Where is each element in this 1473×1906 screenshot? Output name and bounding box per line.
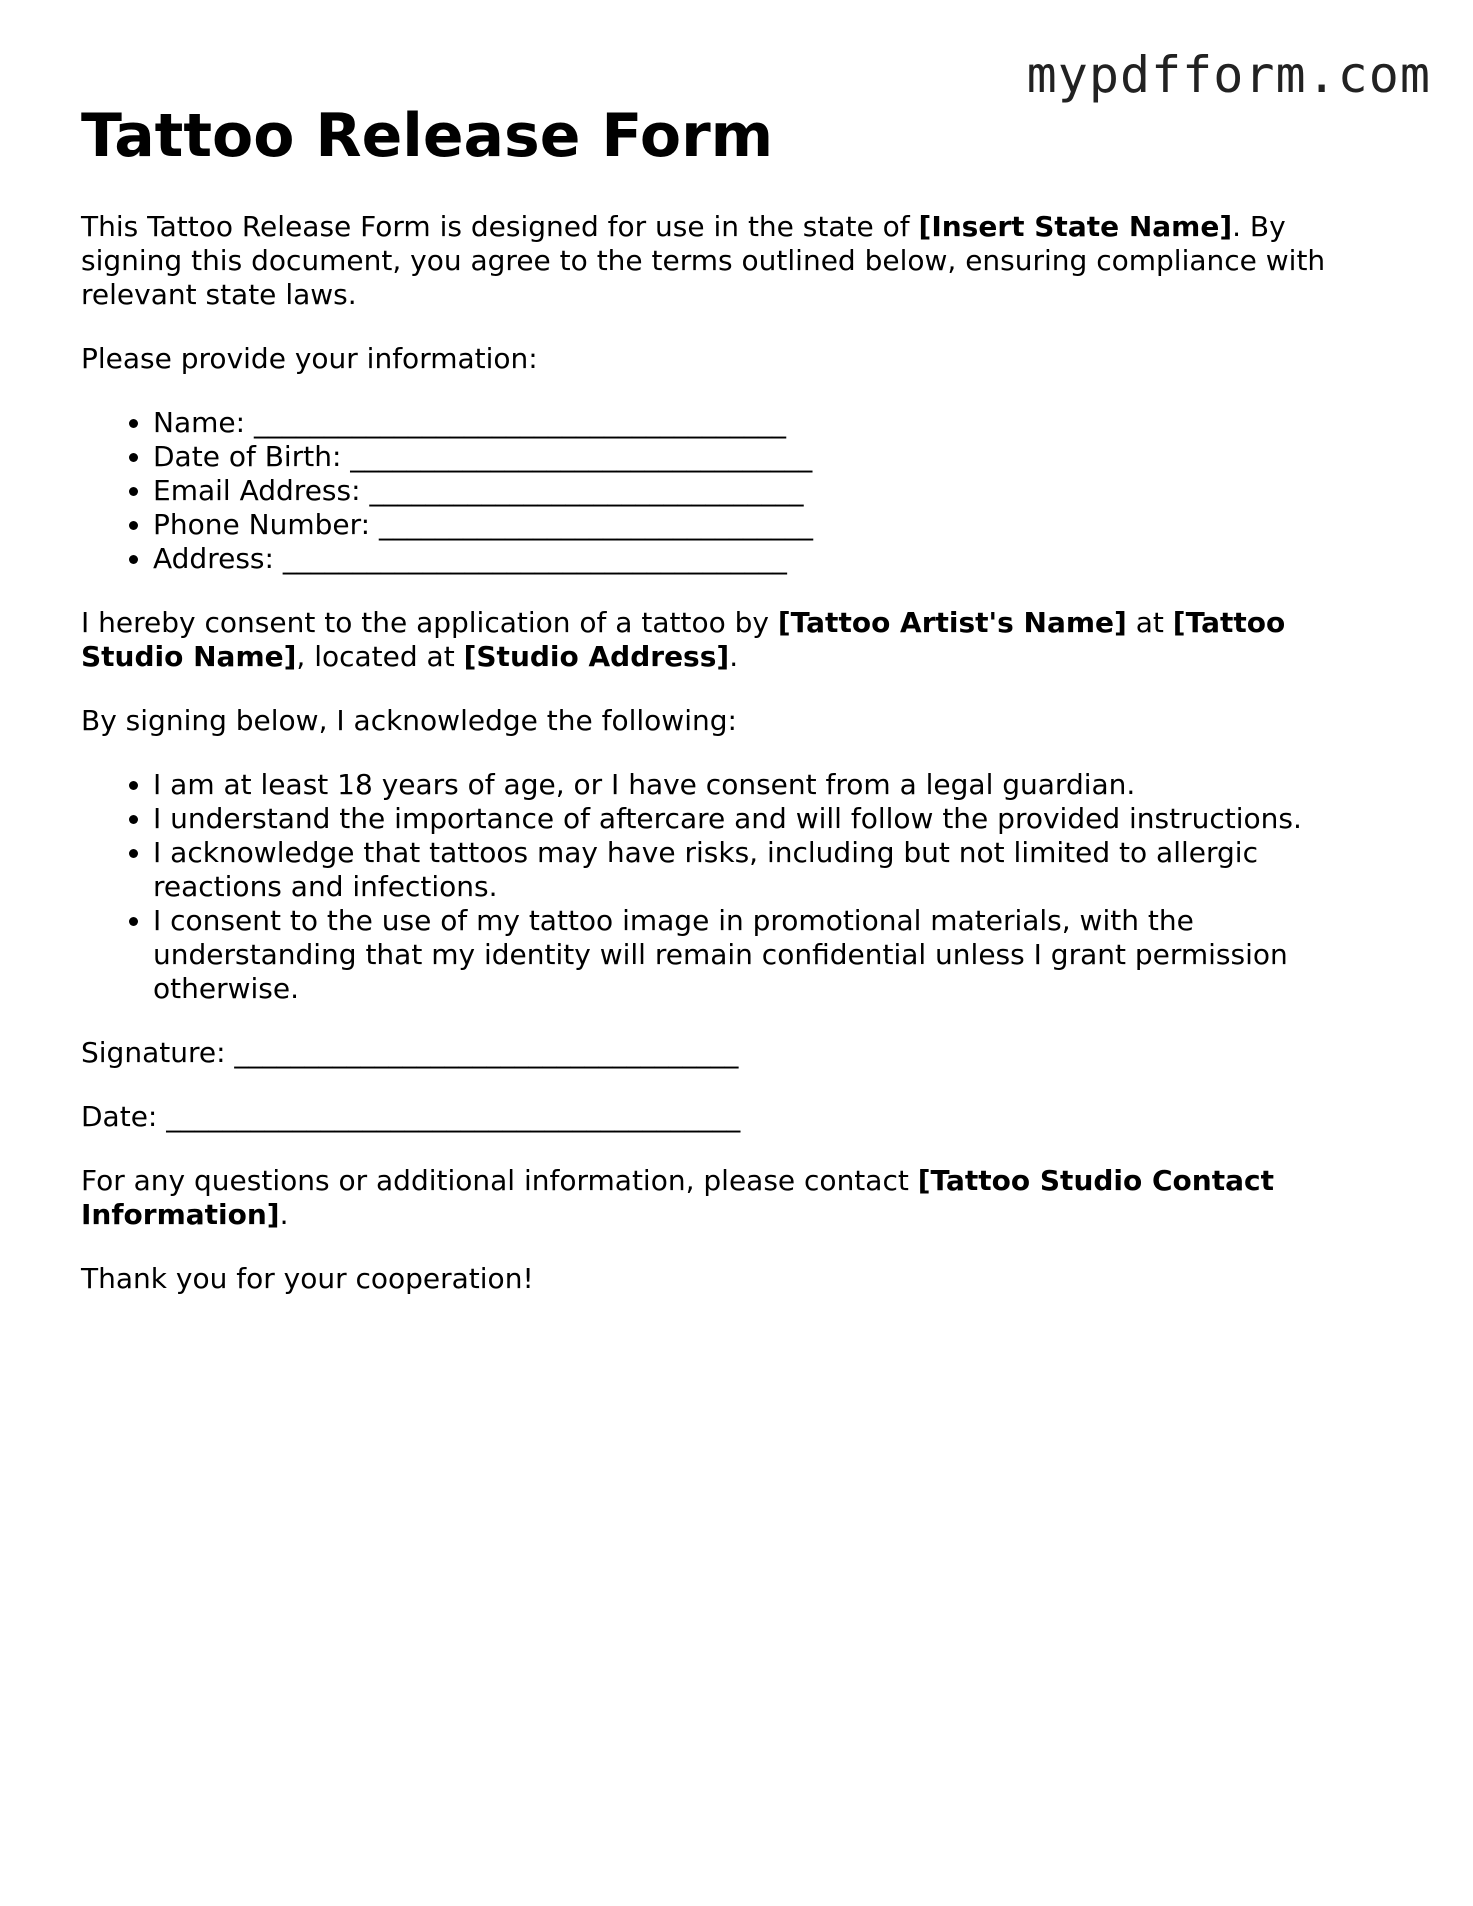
artist-placeholder: [Tattoo Artist's Name] — [777, 606, 1127, 639]
watermark: mypdfform.com — [1026, 46, 1431, 104]
consent-text: I hereby consent to the application of a tattoo by — [81, 606, 778, 639]
contact-text: . — [279, 1198, 289, 1231]
dob-field[interactable] — [153, 440, 1391, 474]
field-label: Name: — [153, 406, 246, 439]
contact-placeholder: [Tattoo Studio Contact Information] — [81, 1164, 1274, 1231]
field-blank[interactable]: _________________________________ — [350, 440, 813, 473]
field-label: Date of Birth: — [153, 440, 342, 473]
date-blank[interactable]: _________________________________________ — [166, 1100, 741, 1133]
consent-paragraph — [81, 606, 1391, 674]
ack-list — [81, 768, 1391, 1006]
field-blank[interactable]: _______________________________ — [369, 474, 804, 507]
field-blank[interactable]: _______________________________ — [378, 508, 813, 541]
email-field[interactable] — [153, 474, 1391, 508]
intro-paragraph — [81, 210, 1391, 312]
ack-item: • I acknowledge that tattoos may have risks, including but not limited to allergic reactions and infections. — [153, 836, 1391, 904]
signature-line[interactable] — [81, 1036, 1391, 1070]
address-field[interactable] — [153, 542, 1391, 576]
field-label: Email Address: — [153, 474, 361, 507]
field-label: Phone Number: — [153, 508, 371, 541]
signature-blank[interactable]: ____________________________________ — [234, 1036, 739, 1069]
consent-text: , located at — [296, 640, 464, 673]
contact-paragraph — [81, 1164, 1391, 1232]
studio-placeholder: [Tattoo Studio Name] — [81, 606, 1286, 673]
intro-text-before: This Tattoo Release Form is designed for use in the state of — [81, 210, 919, 243]
ack-prompt: By signing below, I acknowledge the following: — [81, 704, 737, 737]
info-prompt: Please provide your information: — [81, 342, 538, 375]
date-label: Date: — [81, 1100, 158, 1133]
document-body — [81, 100, 1391, 1326]
info-field-list — [81, 406, 1391, 576]
ack-item: • I am at least 18 years of age, or I have consent from a legal guardian. — [153, 768, 1391, 802]
ack-item: • I understand the importance of aftercare and will follow the provided instructions. — [153, 802, 1391, 836]
phone-field[interactable] — [153, 508, 1391, 542]
studio-address-placeholder: [Studio Address] — [463, 640, 730, 673]
name-field[interactable] — [153, 406, 1391, 440]
thanks-text: Thank you for your cooperation! — [81, 1262, 534, 1295]
state-placeholder: [Insert State Name] — [918, 210, 1233, 243]
page-title: Tattoo Release Form — [81, 101, 774, 171]
ack-item: • I consent to the use of my tattoo image in promotional materials, with the understanding that my identity will remain confidential unless I grant permission otherwise. — [153, 904, 1391, 1006]
field-blank[interactable]: ______________________________________ — [253, 406, 786, 439]
consent-text: . — [729, 640, 739, 673]
intro-text-after: . By signing this document, you agree to the terms outlined below, ensuring compliance with relevant state laws. — [81, 210, 1326, 311]
consent-text: at — [1126, 606, 1173, 639]
date-line[interactable] — [81, 1100, 1391, 1134]
field-blank[interactable]: ____________________________________ — [282, 542, 787, 575]
contact-text: For any questions or additional information, please contact — [81, 1164, 918, 1197]
field-label: Address: — [153, 542, 274, 575]
signature-label: Signature: — [81, 1036, 226, 1069]
